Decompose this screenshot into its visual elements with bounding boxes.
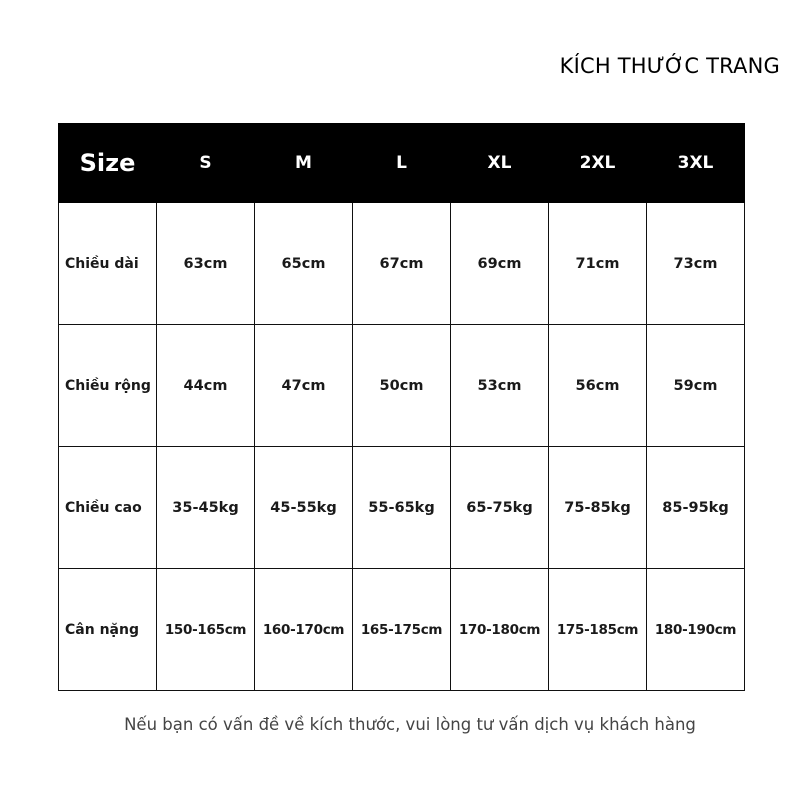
table-cell: 71cm bbox=[549, 203, 647, 325]
table-cell: 170-180cm bbox=[451, 569, 549, 691]
table-cell: 45-55kg bbox=[255, 447, 353, 569]
size-chart-table bbox=[58, 123, 745, 691]
header-size-xl: XL bbox=[451, 124, 549, 203]
table-cell: 55-65kg bbox=[353, 447, 451, 569]
table-cell: 73cm bbox=[647, 203, 745, 325]
row-label-weight: Cân nặng bbox=[59, 569, 157, 691]
table-row-width bbox=[59, 325, 745, 447]
header-size-m: M bbox=[255, 124, 353, 203]
table-cell: 150-165cm bbox=[157, 569, 255, 691]
header-size-3xl: 3XL bbox=[647, 124, 745, 203]
table-row-length bbox=[59, 203, 745, 325]
table-row-height bbox=[59, 447, 745, 569]
table-cell: 65-75kg bbox=[451, 447, 549, 569]
table-cell: 160-170cm bbox=[255, 569, 353, 691]
table-cell: 47cm bbox=[255, 325, 353, 447]
table-cell: 50cm bbox=[353, 325, 451, 447]
table-cell: 165-175cm bbox=[353, 569, 451, 691]
table-cell: 53cm bbox=[451, 325, 549, 447]
row-label-width: Chiều rộng bbox=[59, 325, 157, 447]
row-label-length: Chiều dài bbox=[59, 203, 157, 325]
header-size-l: L bbox=[353, 124, 451, 203]
table-row-weight bbox=[59, 569, 745, 691]
table-cell: 175-185cm bbox=[549, 569, 647, 691]
header-size-label: Size bbox=[59, 124, 157, 203]
table-cell: 180-190cm bbox=[647, 569, 745, 691]
table-cell: 59cm bbox=[647, 325, 745, 447]
table-cell: 65cm bbox=[255, 203, 353, 325]
table-cell: 67cm bbox=[353, 203, 451, 325]
table-cell: 75-85kg bbox=[549, 447, 647, 569]
header-size-2xl: 2XL bbox=[549, 124, 647, 203]
table-cell: 56cm bbox=[549, 325, 647, 447]
page-title: KÍCH THƯỚC TRANG bbox=[559, 54, 780, 78]
header-row bbox=[59, 124, 745, 203]
table-cell: 35-45kg bbox=[157, 447, 255, 569]
table-cell: 69cm bbox=[451, 203, 549, 325]
footer-note: Nếu bạn có vấn đề về kích thước, vui lòng tư vấn dịch vụ khách hàng bbox=[124, 715, 696, 734]
table-cell: 85-95kg bbox=[647, 447, 745, 569]
table-cell: 44cm bbox=[157, 325, 255, 447]
header-size-s: S bbox=[157, 124, 255, 203]
table-cell: 63cm bbox=[157, 203, 255, 325]
row-label-height: Chiều cao bbox=[59, 447, 157, 569]
